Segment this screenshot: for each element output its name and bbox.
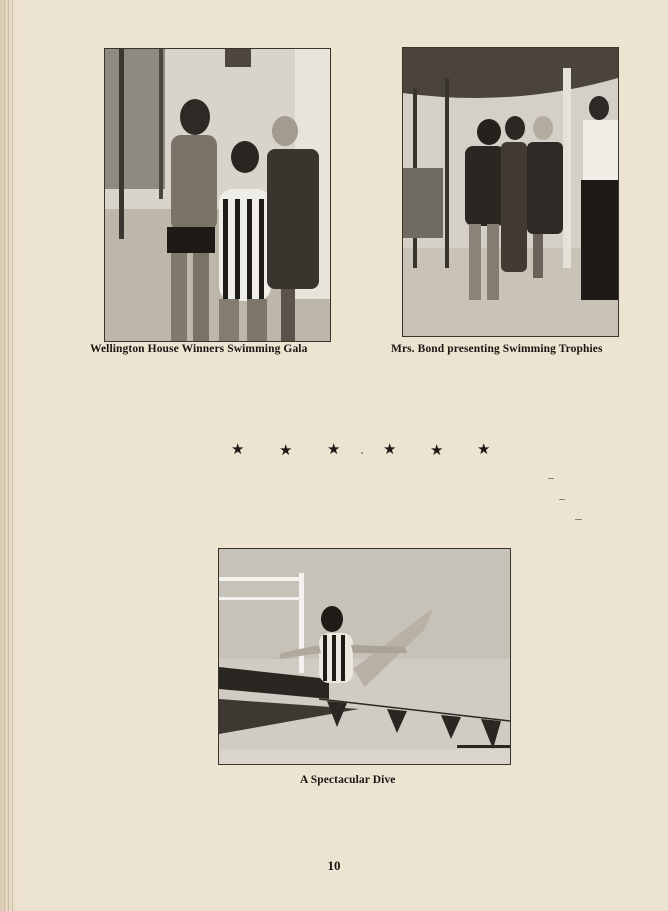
divider-star: ★ — [279, 443, 293, 459]
divider-star: ★ — [231, 442, 245, 458]
divider-star: ★ — [430, 443, 444, 459]
print-speck — [575, 519, 582, 520]
divider-star: ★ — [477, 442, 491, 458]
page-binding-edge — [0, 0, 18, 911]
caption-spectacular-dive: A Spectacular Dive — [300, 774, 396, 786]
page-number: 10 — [327, 858, 341, 873]
print-speck — [559, 499, 565, 500]
print-speck — [548, 478, 554, 479]
photo-swimming-gala-winners — [104, 48, 331, 342]
divider-star: ★ — [327, 442, 341, 458]
photo-trophy-presentation — [402, 47, 619, 337]
photo-spectacular-dive — [218, 548, 511, 765]
divider-star: ★ — [383, 442, 397, 458]
print-speck — [361, 452, 363, 454]
caption-trophy-presentation: Mrs. Bond presenting Swimming Trophies — [391, 343, 603, 355]
caption-swimming-gala: Wellington House Winners Swimming Gala — [90, 343, 308, 355]
